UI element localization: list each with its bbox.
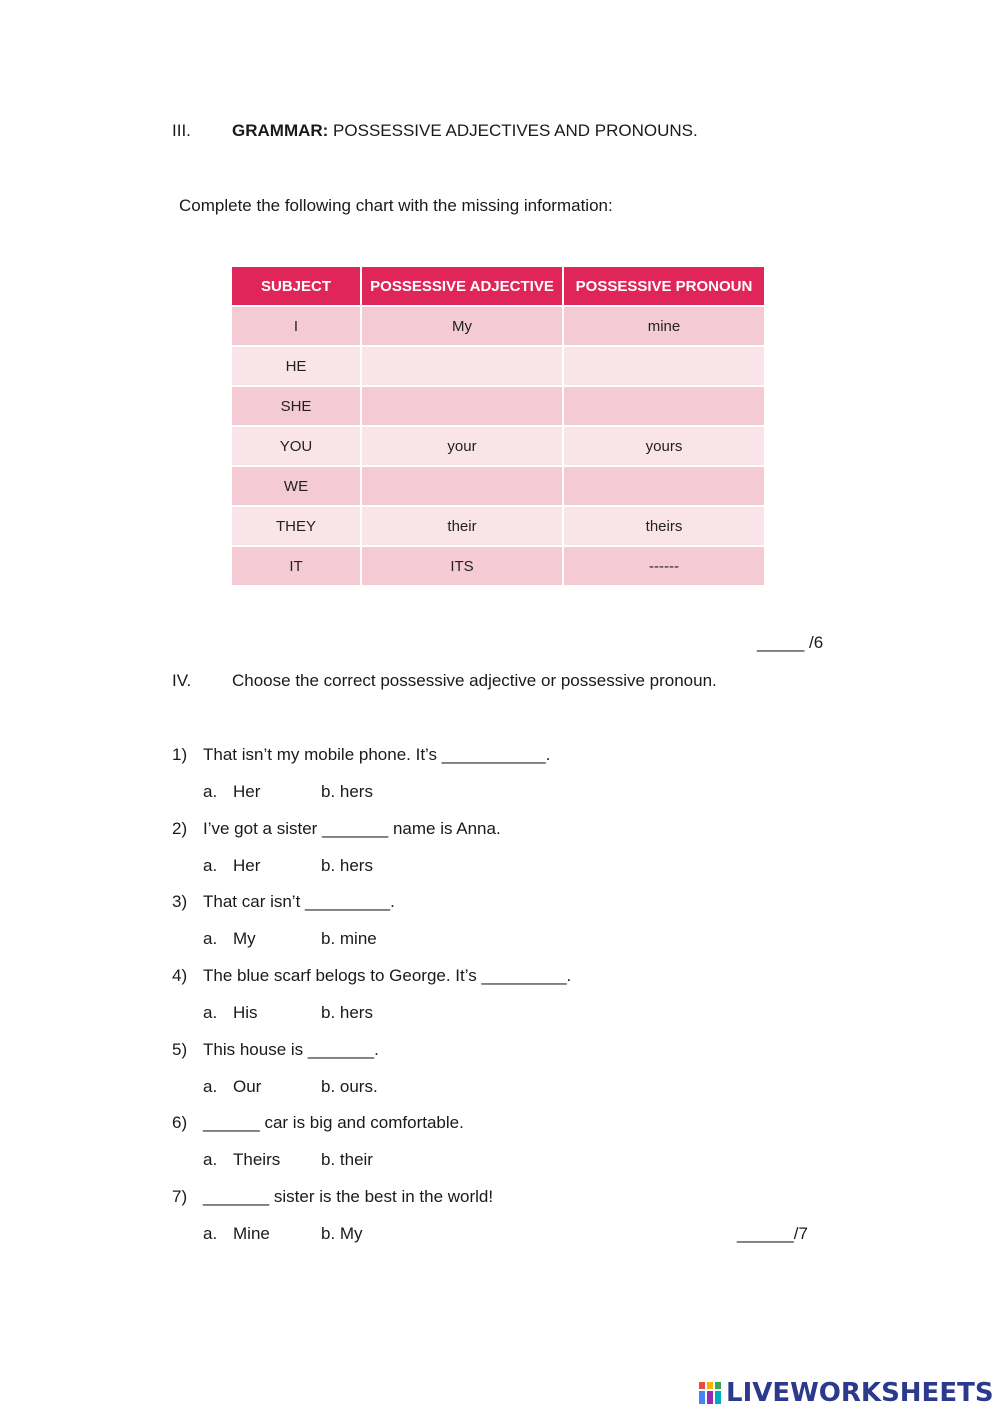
question-7 [172, 1187, 493, 1207]
chart-cell-pronoun[interactable]: yours [564, 427, 764, 465]
option-a-label: a. [203, 1224, 218, 1243]
question-number: 1) [172, 745, 188, 764]
option-a[interactable]: Theirs [233, 1150, 281, 1169]
chart-cell-pronoun[interactable]: theirs [564, 507, 764, 545]
option-a[interactable]: Mine [233, 1224, 270, 1243]
section-3-instruction: Complete the following chart with the missing information: [179, 196, 613, 215]
question-text: I’ve got a sister _______ name is Anna. [203, 819, 501, 838]
chart-cell-subject: HE [232, 347, 360, 385]
chart-cell-pronoun[interactable] [564, 467, 764, 505]
question-7-options [203, 1224, 363, 1244]
chart-cell-adjective[interactable]: ITS [362, 547, 562, 585]
chart-cell-subject: YOU [232, 427, 360, 465]
section-4-instruction: Choose the correct possessive adjective or possessive pronoun. [232, 671, 717, 690]
question-6-options [203, 1150, 373, 1170]
question-1 [172, 745, 550, 765]
question-number: 2) [172, 819, 188, 838]
option-b[interactable]: b. mine [321, 929, 377, 948]
chart-row [232, 427, 764, 465]
option-b[interactable]: b. hers [321, 782, 373, 801]
question-5-options [203, 1077, 378, 1097]
question-number: 6) [172, 1113, 188, 1132]
option-a[interactable]: My [233, 929, 256, 948]
question-4 [172, 966, 571, 986]
liveworksheets-logo-icon [698, 1380, 722, 1406]
section-3-heading [172, 121, 698, 141]
chart-cell-adjective[interactable] [362, 347, 562, 385]
chart-header-adjective: POSSESSIVE ADJECTIVE [362, 267, 562, 305]
question-5 [172, 1040, 379, 1060]
question-number: 3) [172, 892, 188, 911]
question-2-options [203, 856, 373, 876]
chart-cell-subject: I [232, 307, 360, 345]
section-4-number: IV. [172, 671, 192, 690]
option-b[interactable]: b. ours. [321, 1077, 378, 1096]
option-a-label: a. [203, 1077, 218, 1096]
option-b[interactable]: b. My [321, 1224, 363, 1243]
section-3-heading-bold: GRAMMAR: [232, 121, 329, 140]
question-1-options [203, 782, 373, 802]
option-a[interactable]: Her [233, 782, 261, 801]
chart-cell-adjective[interactable]: your [362, 427, 562, 465]
chart-cell-adjective[interactable] [362, 467, 562, 505]
chart-cell-subject: WE [232, 467, 360, 505]
chart-cell-adjective[interactable]: My [362, 307, 562, 345]
option-a[interactable]: Our [233, 1077, 262, 1096]
option-a-label: a. [203, 782, 218, 801]
chart-cell-subject: THEY [232, 507, 360, 545]
question-6 [172, 1113, 464, 1133]
question-text: _______ sister is the best in the world! [203, 1187, 494, 1206]
chart-row [232, 507, 764, 545]
question-text: ______ car is big and comfortable. [203, 1113, 464, 1132]
question-3-options [203, 929, 377, 949]
chart-header-pronoun: POSSESSIVE PRONOUN [564, 267, 764, 305]
option-b[interactable]: b. hers [321, 1003, 373, 1022]
option-a[interactable]: His [233, 1003, 258, 1022]
section-3-number: III. [172, 121, 191, 140]
chart-row [232, 547, 764, 585]
chart-cell-subject: IT [232, 547, 360, 585]
chart-cell-pronoun[interactable]: mine [564, 307, 764, 345]
question-4-options [203, 1003, 373, 1023]
option-b[interactable]: b. hers [321, 856, 373, 875]
chart-cell-subject: SHE [232, 387, 360, 425]
section-4-heading [172, 671, 717, 691]
chart-row [232, 307, 764, 345]
question-2 [172, 819, 501, 839]
section-3-heading-rest: POSSESSIVE ADJECTIVES AND PRONOUNS. [328, 121, 698, 140]
option-a-label: a. [203, 1003, 218, 1022]
question-3 [172, 892, 395, 912]
option-b[interactable]: b. their [321, 1150, 373, 1169]
question-text: This house is _______. [203, 1040, 379, 1059]
liveworksheets-logo [698, 1376, 994, 1410]
score-section-4: ______/7 [737, 1224, 808, 1243]
chart-cell-adjective[interactable] [362, 387, 562, 425]
liveworksheets-logo-text: LIVEWORKSHEETS [726, 1378, 994, 1408]
option-a-label: a. [203, 1150, 218, 1169]
chart-row [232, 467, 764, 505]
chart-header-row [232, 267, 764, 305]
chart-cell-adjective[interactable]: their [362, 507, 562, 545]
question-number: 4) [172, 966, 188, 985]
chart-row [232, 387, 764, 425]
question-text: That car isn’t _________. [203, 892, 395, 911]
chart-cell-pronoun[interactable] [564, 387, 764, 425]
chart-header-subject: SUBJECT [232, 267, 360, 305]
option-a-label: a. [203, 929, 218, 948]
question-text: The blue scarf belogs to George. It’s _________. [203, 966, 572, 985]
question-text: That isn’t my mobile phone. It’s ___________. [203, 745, 551, 764]
possessives-chart [230, 265, 766, 587]
chart-cell-pronoun[interactable]: ------ [564, 547, 764, 585]
chart-cell-pronoun[interactable] [564, 347, 764, 385]
question-number: 7) [172, 1187, 188, 1206]
question-number: 5) [172, 1040, 188, 1059]
option-a-label: a. [203, 856, 218, 875]
score-section-3: _____ /6 [757, 633, 824, 652]
option-a[interactable]: Her [233, 856, 261, 875]
chart-row [232, 347, 764, 385]
